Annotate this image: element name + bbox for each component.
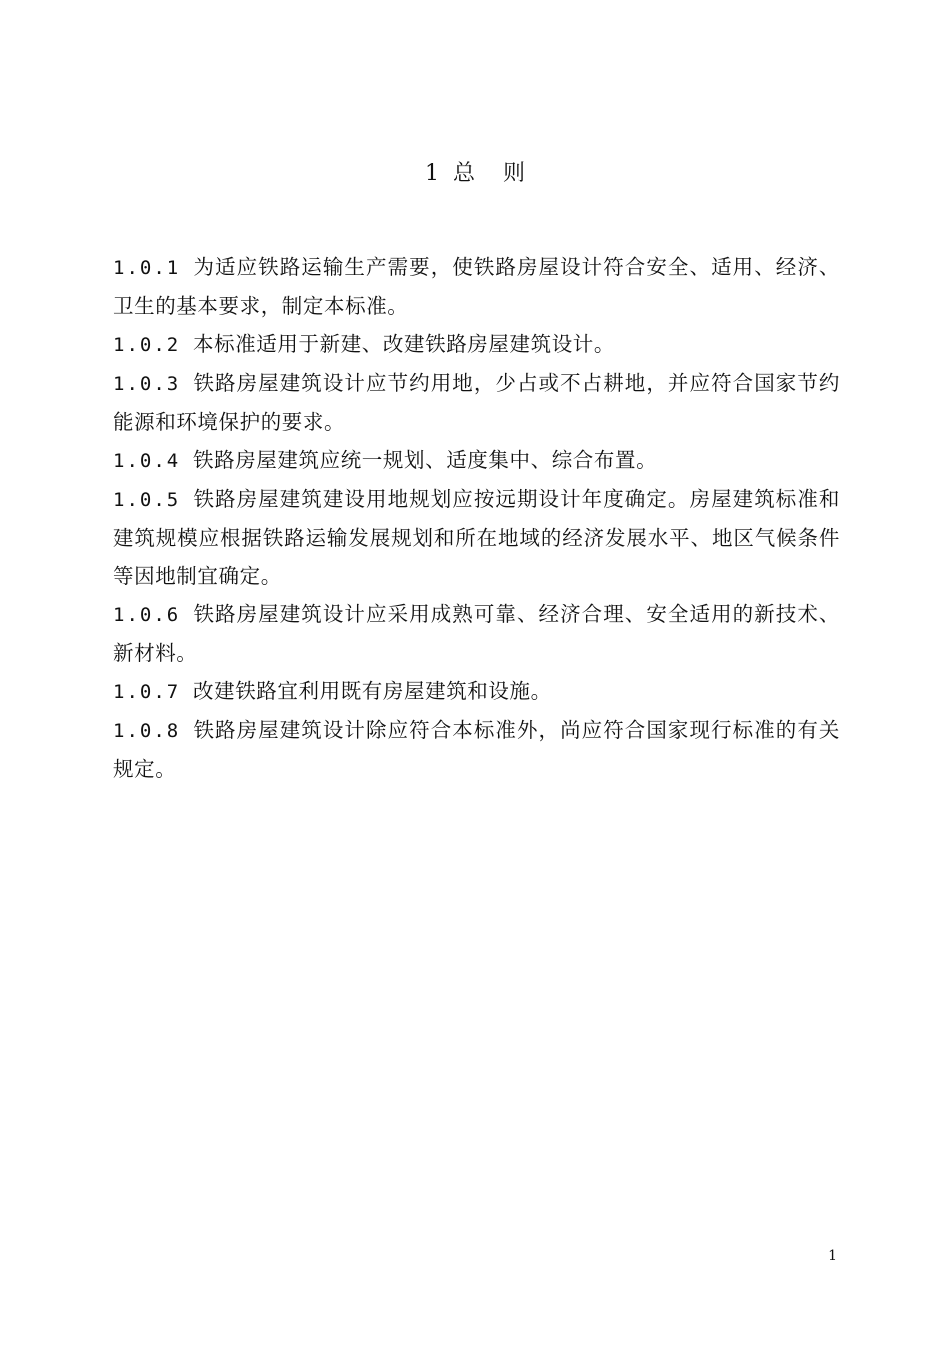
chapter-title: 1 总 则 bbox=[425, 161, 525, 186]
page-number: 1 bbox=[828, 1248, 837, 1264]
clause-text: 改建铁路宜利用既有房屋建筑和设施。 bbox=[193, 679, 552, 703]
clause-number: 1.0.5 bbox=[113, 489, 181, 511]
clause-text: 铁路房屋建筑设计除应符合本标准外，尚应符合国家现行标准的有关规定。 bbox=[113, 718, 840, 781]
clause-number: 1.0.1 bbox=[113, 257, 181, 279]
clause-1-0-6 bbox=[113, 595, 840, 672]
clause-number: 1.0.4 bbox=[113, 450, 181, 472]
clause-text: 铁路房屋建筑设计应采用成熟可靠、经济合理、安全适用的新技术、新材料。 bbox=[113, 602, 840, 665]
clause-text: 铁路房屋建筑应统一规划、适度集中、综合布置。 bbox=[193, 448, 658, 472]
clause-number: 1.0.6 bbox=[113, 604, 181, 626]
clause-text: 铁路房屋建筑设计应节约用地，少占或不占耕地，并应符合国家节约能源和环境保护的要求。 bbox=[113, 371, 840, 434]
clause-text: 本标准适用于新建、改建铁路房屋建筑设计。 bbox=[193, 332, 615, 356]
clause-number: 1.0.3 bbox=[113, 373, 181, 395]
clause-number: 1.0.2 bbox=[113, 334, 181, 356]
clause-text: 为适应铁路运输生产需要，使铁路房屋设计符合安全、适用、经济、卫生的基本要求，制定本标准。 bbox=[113, 255, 840, 318]
clause-1-0-5 bbox=[113, 480, 840, 595]
clause-text: 铁路房屋建筑建设用地规划应按远期设计年度确定。房屋建筑标准和建筑规模应根据铁路运输发展规划和所在地域的经济发展水平、地区气候条件等因地制宜确定。 bbox=[113, 487, 840, 588]
clause-1-0-2 bbox=[113, 325, 840, 364]
clause-1-0-3 bbox=[113, 364, 840, 441]
clause-1-0-4 bbox=[113, 441, 840, 480]
clause-1-0-7 bbox=[113, 672, 840, 711]
clause-number: 1.0.8 bbox=[113, 720, 181, 742]
clause-number: 1.0.7 bbox=[113, 681, 181, 703]
clause-1-0-8 bbox=[113, 711, 840, 788]
clause-1-0-1 bbox=[113, 248, 840, 325]
clause-list bbox=[113, 248, 840, 788]
